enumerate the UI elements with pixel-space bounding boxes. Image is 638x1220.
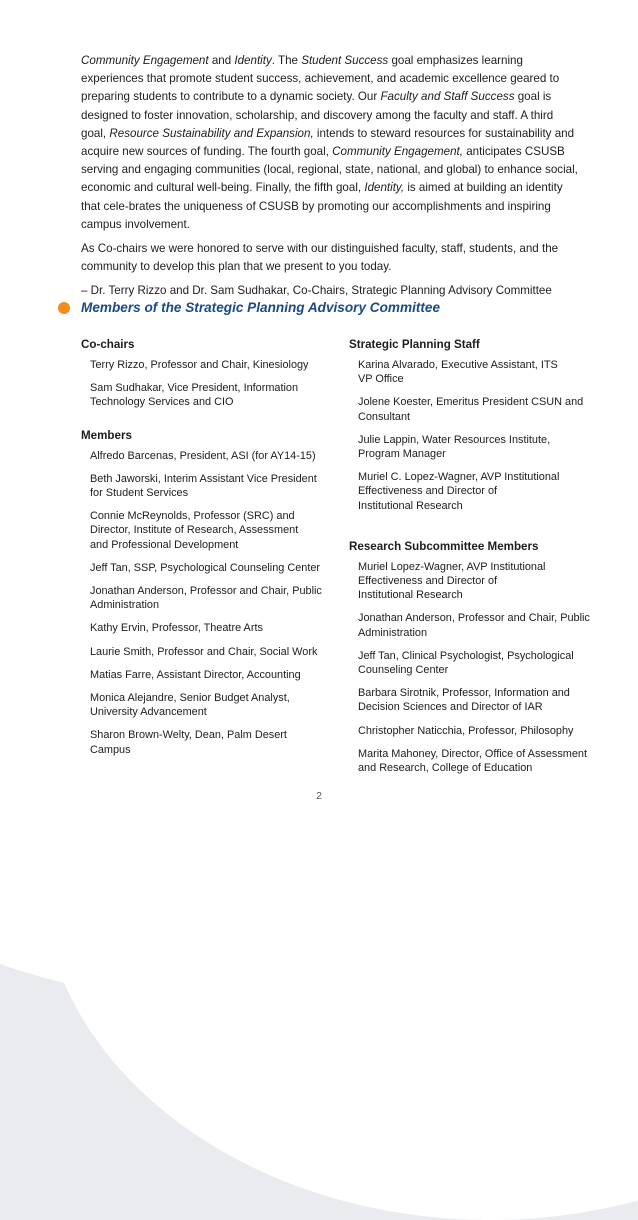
left-column	[81, 337, 326, 766]
list-item: Muriel C. Lopez-Wagner, AVP Institutional Effectiveness and Director of Institutional Research	[358, 471, 560, 512]
list-item: Terry Rizzo, Professor and Chair, Kinesiology	[90, 359, 309, 371]
research-heading: Research Subcommittee Members	[349, 539, 539, 553]
intro-paragraph-thanks: As Co-chairs we were honored to serve with our distinguished faculty, staff, students, and the community to develop this plan that we present to you today.	[81, 242, 559, 274]
list-item: Sharon Brown-Welty, Dean, Palm Desert Campus	[90, 729, 287, 756]
members-list	[81, 449, 326, 757]
list-item: Julie Lappin, Water Resources Institute, Program Manager	[358, 433, 551, 461]
list-item: Monica Alejandre, Senior Budget Analyst, University Advancement	[90, 692, 290, 719]
staff-heading: Strategic Planning Staff	[349, 338, 480, 351]
list-item: Barbara Sirotnik, Professor, Information and Decision Sciences and Director of IAR	[358, 687, 570, 714]
list-item: Alfredo Barcenas, President, ASI (for AY14-15)	[90, 449, 316, 462]
bullet-dot-icon	[58, 302, 70, 314]
list-item: Jolene Koester, Emeritus President CSUN and Consultant	[358, 396, 584, 423]
members-heading: Members	[81, 428, 132, 442]
intro-paragraph-goals: Community Engagement and Identity. The Student Success goal emphasizes learning experiences that promote student success, achievement, and academic excellence geared to preparing students to contribute to a dynamic society. Our Faculty and Staff Success goal is designed to foster innovation, scholarship, and discovery among the faculty and staff. A third goal, Resource Sustainability and Expansion, intends to steward resources for sustainability and acquire new sources of funding. The fourth goal, Community Engagement, anticipates CSUSB serving and engaging communities (local, regional, state, national, and global) to enhance social, economic and cultural well-being. Finally, the fifth goal, Identity, is aimed at building an identity that cele-brates the uniqueness of CSUSB by promoting our accomplishments and inspiring campus involvement.	[81, 54, 578, 231]
list-item: Jeff Tan, SSP, Psychological Counseling Center	[90, 561, 321, 574]
list-item: Karina Alvarado, Executive Assistant, ITS VP Office	[358, 359, 558, 386]
list-item: Laurie Smith, Professor and Chair, Social Work	[90, 645, 318, 658]
staff-list	[349, 358, 601, 513]
intro-signature: – Dr. Terry Rizzo and Dr. Sam Sudhakar, Co-Chairs, Strategic Planning Advisory Committee	[81, 284, 552, 298]
list-item: Jeff Tan, Clinical Psychologist, Psychological Counseling Center	[358, 649, 574, 677]
list-item: Jonathan Anderson, Professor and Chair, Public Administration	[358, 612, 590, 639]
cochairs-list	[81, 358, 326, 410]
page-number: 2	[316, 790, 322, 802]
list-item: Christopher Naticchia, Professor, Philosophy	[358, 724, 574, 737]
list-item: Kathy Ervin, Professor, Theatre Arts	[90, 622, 263, 635]
list-item: Sam Sudhakar, Vice President, Information Technology Services and CIO	[90, 382, 299, 409]
list-item: Matias Farre, Assistant Director, Accounting	[90, 668, 301, 681]
list-item: Jonathan Anderson, Professor and Chair, Public Administration	[90, 585, 322, 612]
right-column	[349, 337, 601, 784]
cochairs-heading: Co-chairs	[81, 338, 135, 351]
section-title: Members of the Strategic Planning Advisory Committee	[81, 300, 441, 315]
intro-text	[81, 52, 581, 307]
section-heading	[58, 300, 578, 315]
list-item: Beth Jaworski, Interim Assistant Vice President for Student Services	[90, 472, 317, 500]
list-item: Marita Mahoney, Director, Office of Assessment and Research, College of Education	[358, 747, 587, 775]
list-item: Connie McReynolds, Professor (SRC) and Director, Institute of Research, Assessment and Professional Development	[90, 510, 299, 551]
list-item: Muriel Lopez-Wagner, AVP Institutional Effectiveness and Director of Institutional Research	[358, 560, 546, 602]
research-list	[349, 560, 601, 775]
